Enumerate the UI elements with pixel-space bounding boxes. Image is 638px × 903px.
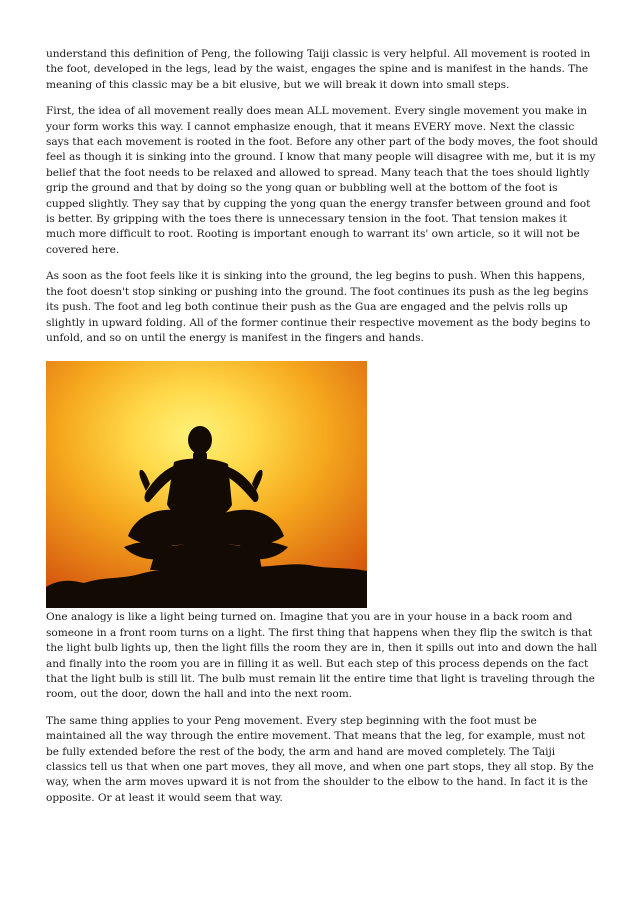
- meditation-silhouette-illustration: [46, 361, 367, 608]
- document-page: [46, 47, 598, 806]
- body-paragraph-2: First, the idea of all movement really does mean ALL movement. Every single movement you make in your form works this way. I cannot emphasize enough, that it means EVERY move. Next the classic says that each movement is rooted in the foot. Before any other part of the body moves, the foot should feel as though it is sinking into the ground. I know that many people will disagree with me, but it is my belief that the foot needs to be relaxed and allowed to spread. Many teach that the toes should lightly grip the ground and that by doing so the yong quan or bubbling well at the bottom of the foot is cupped slightly. They say that by cupping the yong quan the energy transfer between ground and foot is better. By gripping with the toes there is unnecessary tension in the foot. That tension makes it much more difficult to root. Rooting is important enough to warrant its' own article, so it will not be covered here.: [46, 105, 598, 256]
- body-paragraph-4: One analogy is like a light being turned on. Imagine that you are in your house in a back room and someone in a front room turns on a light. The first thing that happens when they flip the switch is that the light bulb lights up, then the light fills the room they are in, then it spills out into and down the hall and finally into the room you are in filling it as well. But each step of this process depends on the fact that the light bulb is still lit. The bulb must remain lit the entire time that light is traveling through the room, out the door, down the hall and into the next room.: [46, 611, 598, 701]
- meditation-sunset-image: [46, 361, 367, 608]
- body-paragraph-3: As soon as the foot feels like it is sinking into the ground, the leg begins to push. When this happens, the foot doesn't stop sinking or pushing into the ground. The foot continues its push as the leg begins its push. The foot and leg both continue their push as the Gua are engaged and the pelvis rolls up slightly in upward folding. All of the former continue their respective movement as the body begins to unfold, and so on until the energy is manifest in the fingers and hands.: [46, 270, 591, 344]
- body-paragraph-5: The same thing applies to your Peng movement. Every step beginning with the foot must be maintained all the way through the entire movement. That means that the leg, for example, must not be fully extended before the rest of the body, the arm and hand are moved completely. The Taiji classics tell us that when one part moves, they all move, and when one part stops, they all stop. By the way, when the arm moves upward it is not from the shoulder to the elbow to the hand. In fact it is the opposite. Or at least it would seem that way.: [46, 714, 594, 804]
- body-paragraph-1: understand this definition of Peng, the following Taiji classic is very helpful. All movement is rooted in the foot, developed in the legs, lead by the waist, engages the spine and is manifest in the hands. The meaning of this classic may be a bit elusive, but we will break it down into small steps.: [46, 48, 591, 91]
